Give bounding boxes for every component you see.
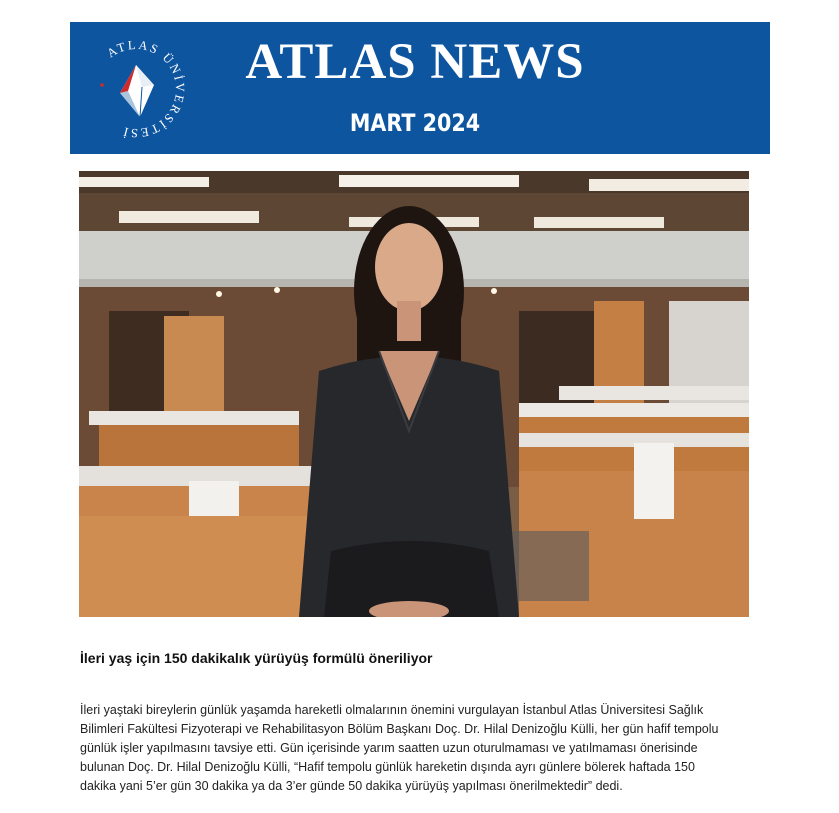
article-body-line: dakika yani 5’er gün 30 dakika ya da 3’er günde 50 dakika yürüyüş yapılması önerilmektedir” dedi. (80, 779, 623, 793)
article-headline: İleri yaş için 150 dakikalık yürüyüş formülü öneriliyor (80, 650, 433, 666)
newsletter-header (70, 22, 770, 154)
diamond-emblem-icon (120, 65, 154, 117)
portrait-photo (79, 171, 749, 617)
logo-seal-icon (82, 35, 190, 143)
newsletter-title: ATLAS NEWS (245, 34, 585, 90)
article-body-line: günlük işler yapılmasını tavsiye etti. Gün içerisinde yarım saatten uzun oturulmaması ve yatılmaması önerisinde (80, 741, 698, 755)
issue-date: MART 2024 (349, 109, 481, 137)
article-body-line: İleri yaştaki bireylerin günlük yaşamda hareketli olmalarının önemini vurgulayan İstanbul Atlas Üniversitesi Sağlık (80, 703, 704, 717)
logo-ring-text: ATLAS ÜNİVERSİTESİ (104, 37, 188, 141)
article-body (80, 701, 755, 796)
article-body-line: Bilimleri Fakültesi Fizyoterapi ve Rehabilitasyon Bölüm Başkanı Doç. Dr. Hilal Denizoğlu Külli, her gün hafif tempolu (80, 722, 719, 736)
article-body-line: bulunan Doç. Dr. Hilal Denizoğlu Külli, “Hafif tempolu günlük hareketin dışında ayrı günlere bölerek haftada 150 (80, 760, 695, 774)
university-logo (82, 35, 190, 143)
hero-photo (79, 171, 749, 617)
